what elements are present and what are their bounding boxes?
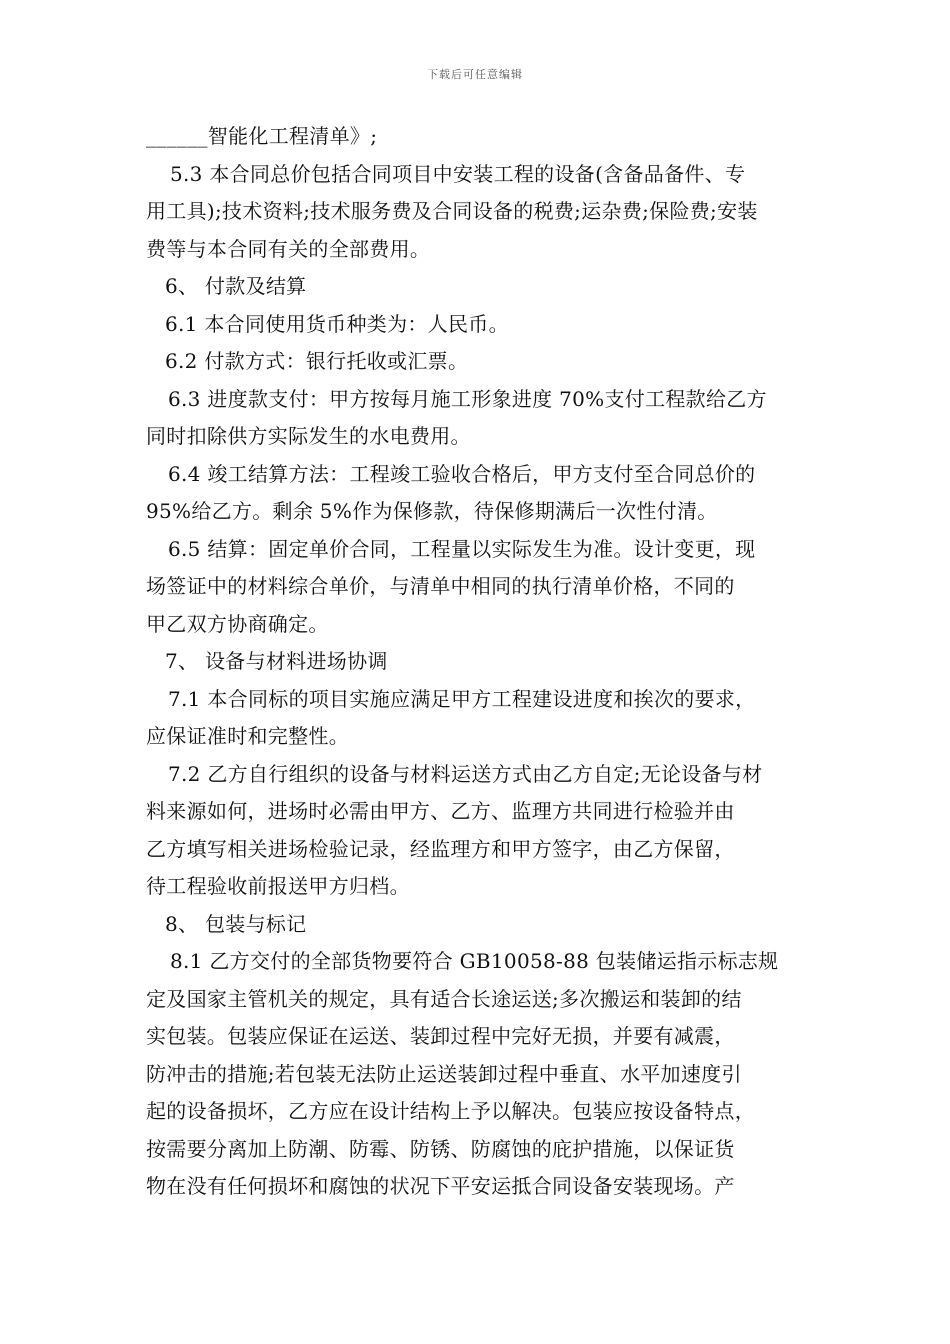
text-line: 应保证准时和完整性。 — [146, 724, 349, 748]
clause-6-4: 6.4 竣工结算方法：工程竣工验收合格后，甲方支付至合同总价的 — [168, 461, 756, 486]
clause-6-5: 6.5 结算：固定单价合同，工程量以实际发生为准。设计变更，现 — [168, 536, 756, 561]
text-line: 起的设备损坏，乙方应在设计结构上予以解决。包装应按设备特点， — [146, 1099, 755, 1123]
clause-8-1: 8.1 乙方交付的全部货物要符合 GB10058-88 包装储运指示标志规 — [170, 949, 779, 973]
clause-5-3: 5.3 本合同总价包括合同项目中安装工程的设备(含备品备件、专 — [170, 161, 746, 186]
text-line: 乙方填写相关进场检验记录，经监理方和甲方签字，由乙方保留， — [146, 836, 735, 861]
text-line: 定及国家主管机关的规定，具有适合长途运送;多次搬运和装卸的结 — [146, 986, 742, 1011]
text-line: 场签证中的材料综合单价，与清单中相同的执行清单价格，不同的 — [146, 574, 735, 598]
clause-7-2: 7.2 乙方自行组织的设备与材料运送方式由乙方自定;无论设备与材 — [168, 761, 763, 786]
text-line: ______智能化工程清单》; — [146, 124, 378, 148]
clause-6-1: 6.1 本合同使用货币种类为：人民币。 — [165, 311, 509, 336]
clause-6-3: 6.3 进度款支付：甲方按每月施工形象进度 70%支付工程款给乙方 — [168, 386, 767, 411]
text-line: 待工程验收前报送甲方归档。 — [146, 874, 410, 898]
clause-6-2: 6.2 付款方式：银行托收或汇票。 — [165, 349, 469, 373]
clause-7-1: 7.1 本合同标的项目实施应满足甲方工程建设进度和挨次的要求， — [168, 686, 756, 711]
text-line: 费等与本合同有关的全部费用。 — [146, 236, 431, 261]
text-line: 物在没有任何损坏和腐蚀的状况下平安运抵合同设备安装现场。产 — [146, 1174, 735, 1198]
text-line: 按需要分离加上防潮、防霉、防锈、防腐蚀的庇护措施，以保证货 — [146, 1136, 735, 1161]
page-header: 下载后可任意编辑 — [427, 68, 523, 81]
text-line: 实包装。包装应保证在运送、装卸过程中完好无损，并要有减震， — [146, 1024, 735, 1048]
section-heading-7: 7、 设备与材料进场协调 — [165, 649, 388, 673]
text-line: 同时扣除供方实际发生的水电费用。 — [146, 424, 471, 448]
text-line: 甲乙双方协商确定。 — [146, 611, 329, 636]
text-line: 用工具);技术资料;技术服务费及合同设备的税费;运杂费;保险费;安装 — [146, 199, 758, 223]
section-heading-8: 8、 包装与标记 — [165, 911, 307, 936]
text-line: 95%给乙方。剩余 5%作为保修款，待保修期满后一次性付清。 — [146, 499, 718, 523]
text-line: 防冲击的措施;若包装无法防止运送装卸过程中垂直、水平加速度引 — [146, 1061, 742, 1086]
section-heading-6: 6、 付款及结算 — [165, 274, 307, 298]
text-line: 料来源如何，进场时必需由甲方、乙方、监理方共同进行检验并由 — [146, 799, 735, 823]
document-body — [146, 118, 818, 1206]
